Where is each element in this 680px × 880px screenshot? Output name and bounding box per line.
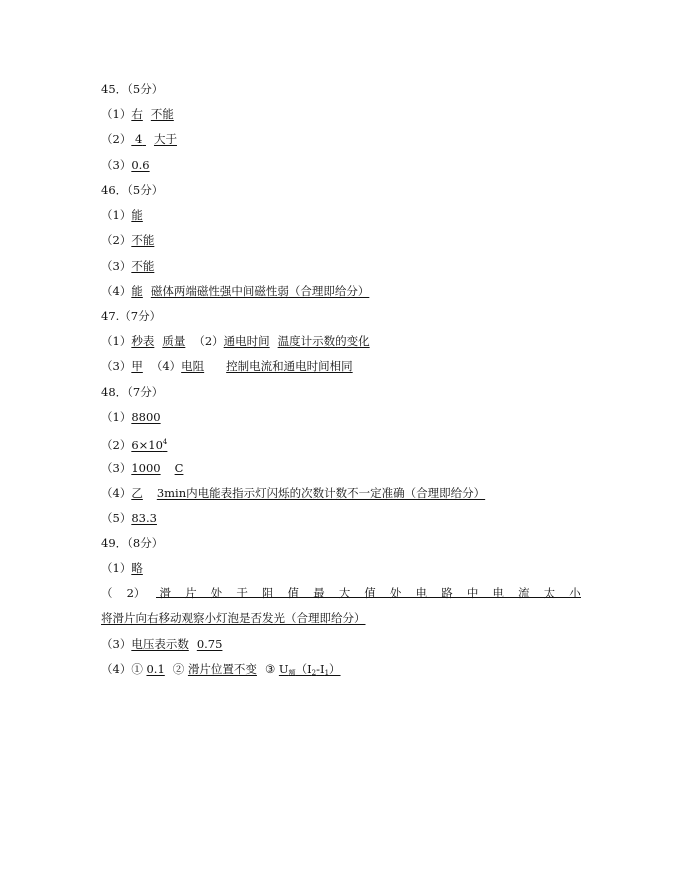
q47-line1: （1）秒表 质量 （2）通电时间 温度计示数的变化 [101, 334, 370, 348]
answer: 通电时间 [223, 334, 270, 348]
answer: C [174, 461, 184, 475]
answer: $6\times 10^4$ [131, 438, 168, 452]
answer: 3min内电能表指示灯闪烁的次数计数不一定准确（合理即给分） [156, 486, 486, 500]
answer: 不能 [131, 233, 155, 247]
q45-header: 45．（5分） [101, 82, 164, 96]
answer: 滑片位置不变 [187, 662, 257, 676]
answer: 0.1 [146, 662, 165, 676]
q49-part2-line2 [101, 611, 366, 625]
answer: 能 [131, 208, 143, 222]
answer: 将滑片向右移动观察小灯泡是否发光（合理即给分） [101, 611, 366, 625]
q49-header: 49．（8分） [101, 536, 164, 550]
answer: 乙 [131, 486, 143, 500]
answer: 电压表示数 [131, 637, 189, 651]
q48-part2: $(2)6\times 10^4$ [101, 438, 168, 452]
answer: 磁体两端磁性强中间磁性弱（合理即给分） [150, 284, 370, 298]
q48-part4: （4）乙 3min内电能表指示灯闪烁的次数计数不一定准确（合理即给分） [101, 486, 486, 500]
answer: $U_额(I_2-I_1)$ [278, 662, 341, 677]
q48-part1: （1）8800 [101, 410, 161, 424]
q45-part1: （1）右 不能 [101, 107, 174, 121]
answer: 略 [131, 561, 143, 575]
answer: 1000 [131, 461, 161, 475]
answer: 质量 [162, 334, 186, 348]
answer: 控制电流和通电时间相同 [226, 359, 353, 373]
q48-part5: （5）83.3 [101, 511, 157, 525]
q46-part3: （3）不能 [101, 259, 155, 273]
answer: 4 [134, 132, 143, 146]
answer: 能 [131, 284, 143, 298]
q45-part3: （3）0.6 [101, 158, 150, 172]
answer: 右 [131, 107, 143, 121]
answer: 电阻 [181, 359, 205, 373]
q46-header: 46．（5分） [101, 183, 164, 197]
q46-part4: （4）能 磁体两端磁性强中间磁性弱（合理即给分） [101, 284, 370, 298]
answer: 不能 [131, 259, 155, 273]
q49-part1: （1）略 [101, 561, 143, 575]
answer: 不能 [150, 107, 174, 121]
q46-part1: （1）能 [101, 208, 143, 222]
answer: 0.75 [196, 637, 223, 651]
q48-part3: （3）1000 C [101, 461, 184, 475]
answer: 8800 [131, 410, 161, 424]
answer: 甲 [131, 359, 143, 373]
answer: 大于 [153, 132, 177, 146]
answer-underline [156, 597, 581, 598]
q48-header: 48．（7分） [101, 385, 164, 399]
q49-part4: （4）① 0.1 ② 滑片位置不变 ③ $U_额(I_2-I_1)$ [101, 662, 341, 677]
answer: 秒表 [131, 334, 155, 348]
q47-header: 47.（7分） [101, 309, 162, 323]
q47-line2: （3）甲 （4）电阻 控制电流和通电时间相同 [101, 359, 353, 373]
answer: 温度计示数的变化 [277, 334, 370, 348]
answer: 0.6 [131, 158, 150, 172]
answer: 83.3 [131, 511, 157, 525]
q49-part2-line1: （ 2） 滑 片 处 于 阻 值 最 大 值 处 电 路 中 电 流 太 小 [101, 586, 581, 600]
q49-part3: （3）电压表示数 0.75 [101, 637, 223, 651]
q46-part2: （2）不能 [101, 233, 155, 247]
q45-part2: （2） 4 大于 [101, 132, 177, 146]
